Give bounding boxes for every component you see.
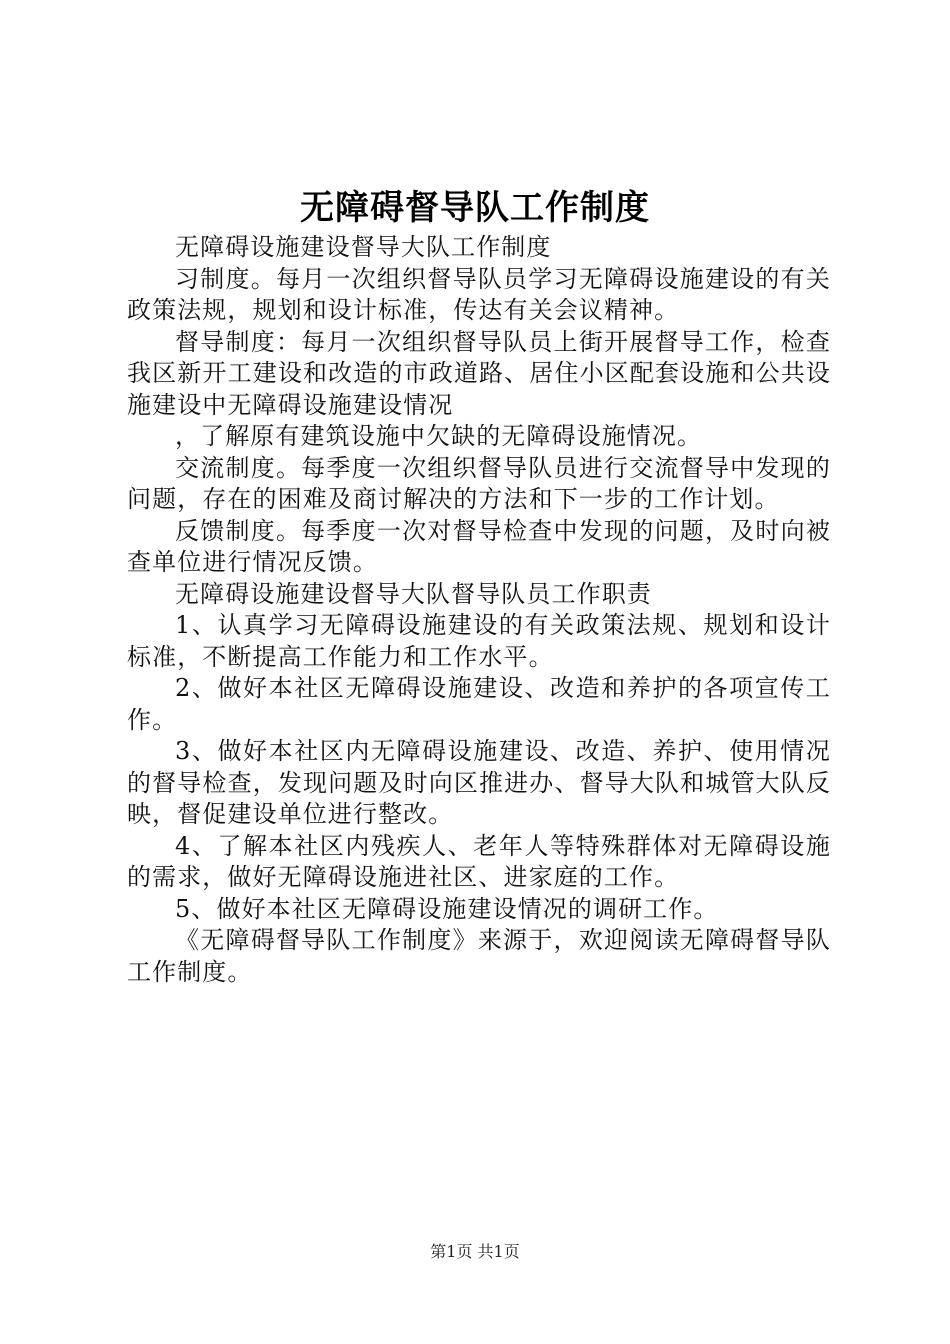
paragraph-section-heading-1: 无障碍设施建设督导大队工作制度 bbox=[175, 233, 552, 261]
paragraph-exchange-rule: 交流制度。每季度一次组织督导队员进行交流督导中发现的问题，存在的困难及商讨解决的方法和下一步的工作计划。 bbox=[127, 453, 831, 513]
paragraph-supervision-rule-continued: ，了解原有建筑设施中欠缺的无障碍设施情况。 bbox=[175, 422, 703, 450]
paragraph-source-note: 《无障碍督导队工作制度》来源于，欢迎阅读无障碍督导队工作制度。 bbox=[127, 926, 831, 986]
paragraph-duty-2: 2、做好本社区无障碍设施建设、改造和养护的各项宣传工作。 bbox=[127, 674, 831, 734]
document-body bbox=[127, 232, 831, 988]
page-footer: 第1页 共1页 bbox=[430, 1242, 520, 1261]
paragraph-section-heading-2: 无障碍设施建设督导大队督导队员工作职责 bbox=[175, 579, 652, 608]
paragraph-duty-3: 3、做好本社区内无障碍设施建设、改造、养护、使用情况的督导检查，发现问题及时向区推进办、督导大队和城管大队反映，督促建设单位进行整改。 bbox=[127, 737, 831, 828]
paragraph-feedback-rule: 反馈制度。每季度一次对督导检查中发现的问题，及时向被查单位进行情况反馈。 bbox=[127, 516, 831, 576]
paragraph-study-rule: 习制度。每月一次组织督导队员学习无障碍设施建设的有关政策法规，规划和设计标准，传达有关会议精神。 bbox=[127, 264, 831, 324]
document-title: 无障碍督导队工作制度 bbox=[300, 188, 650, 228]
paragraph-supervision-rule: 督导制度：每月一次组织督导队员上街开展督导工作，检查我区新开工建设和改造的市政道路、居住小区配套设施和公共设施建设中无障碍设施建设情况 bbox=[127, 327, 831, 419]
paragraph-duty-5: 5、做好本社区无障碍设施建设情况的调研工作。 bbox=[175, 894, 719, 923]
paragraph-duty-1: 1、认真学习无障碍设施建设的有关政策法规、规划和设计标准，不断提高工作能力和工作水平。 bbox=[127, 611, 831, 671]
paragraph-duty-4: 4、了解本社区内残疾人、老年人等特殊群体对无障碍设施的需求，做好无障碍设施进社区、进家庭的工作。 bbox=[127, 831, 831, 891]
